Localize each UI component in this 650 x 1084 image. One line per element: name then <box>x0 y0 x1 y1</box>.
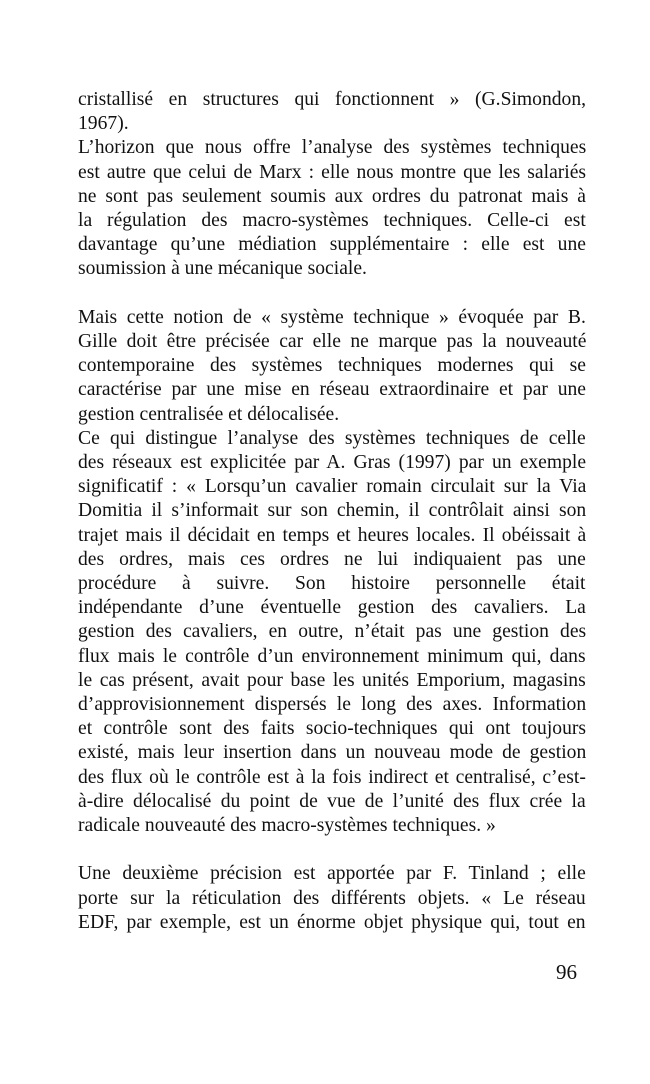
text-line: d’approvisionnement dispersés le long des axes. Information <box>78 694 587 716</box>
paragraph-gras-example <box>78 427 586 838</box>
paragraph-tinland <box>78 862 586 935</box>
text-line: cristallisé en structures qui fonctionnent » (G.Simondon, <box>78 89 587 110</box>
paragraph-simondon-quote-end <box>78 88 586 136</box>
text-line: des ordres, mais ces ordres ne lui indiquaient pas une <box>78 548 586 570</box>
text-line: Ce qui distingue l’analyse des systèmes techniques de celle <box>78 427 586 449</box>
text-line: flux mais le contrôle d’un environnement minimum qui, dans <box>78 645 586 667</box>
text-line: existé, mais leur insertion dans un nouveau mode de gestion <box>78 742 587 764</box>
text-line: Domitia il s’informait sur son chemin, il contrôlait ainsi son <box>78 500 587 522</box>
text-line: procédure à suivre. Son histoire personnelle était <box>78 573 586 595</box>
text-line: EDF, par exemple, est un énorme objet physique qui, tout en <box>78 911 586 933</box>
text-line: des flux où le contrôle est à la fois indirect et centralisé, c’est- <box>78 766 586 788</box>
paragraph-systeme-technique <box>78 306 586 427</box>
text-line: Une deuxième précision est apportée par F. Tinland ; elle <box>78 863 586 885</box>
text-line: gestion des cavaliers, en outre, n’était pas une gestion des <box>78 621 587 643</box>
text-line: Gille doit être précisée car elle ne marque pas la nouveauté <box>78 331 587 353</box>
paragraph-gap <box>78 838 586 862</box>
paragraph-gap <box>78 282 586 306</box>
text-line: porte sur la réticulation des différents objets. « Le réseau <box>78 887 586 909</box>
text-line: contemporaine des systèmes techniques modernes qui se <box>78 355 587 377</box>
text-line: ne sont pas seulement soumis aux ordres du patronat mais à <box>78 185 586 207</box>
text-line: L’horizon que nous offre l’analyse des systèmes techniques <box>78 137 587 159</box>
text-line: soumission à une mécanique sociale. <box>78 258 367 280</box>
text-line: est autre que celui de Marx : elle nous montre que les salariés <box>78 161 587 183</box>
text-line: le cas présent, avait pour base les unités Emporium, magasins <box>78 669 586 691</box>
text-line: des réseaux est explicitée par A. Gras (1997) par un exemple <box>78 452 587 474</box>
text-line: significatif : « Lorsqu’un cavalier romain circulait sur la Via <box>78 476 587 498</box>
text-line: radicale nouveauté des macro-systèmes techniques. » <box>78 815 496 837</box>
text-line: 1967). <box>78 113 129 135</box>
text-line: et contrôle sont des faits socio-techniques qui ont toujours <box>78 718 587 740</box>
paragraph-horizon-marx <box>78 136 586 281</box>
text-line: gestion centralisée et délocalisée. <box>78 403 340 425</box>
text-line: indépendante d’une éventuelle gestion des cavaliers. La <box>78 597 586 619</box>
text-line: davantage qu’une médiation supplémentaire : elle est une <box>78 234 586 256</box>
text-line: caractérise par une mise en réseau extraordinaire et par une <box>78 379 587 401</box>
text-line: à-dire délocalisé du point de vue de l’unité des flux crée la <box>78 790 586 812</box>
text-line: la régulation des macro-systèmes techniques. Celle-ci est <box>78 210 586 232</box>
page-body <box>78 88 586 935</box>
page-number: 96 <box>556 960 577 984</box>
text-line: trajet mais il décidait en temps et heures locales. Il obéissait à <box>78 524 587 546</box>
text-line: Mais cette notion de « système technique » évoquée par B. <box>78 306 586 328</box>
